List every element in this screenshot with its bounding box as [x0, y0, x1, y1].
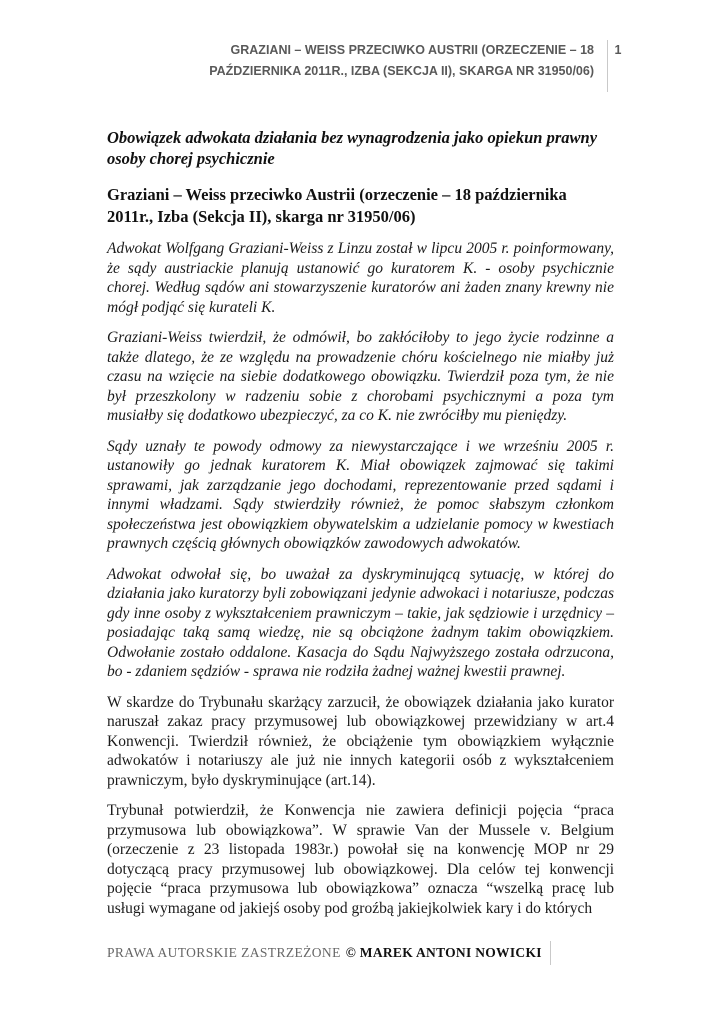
document-body	[107, 127, 614, 929]
document-title: Obowiązek adwokata działania bez wynagrodzenia jako opiekun prawny osoby chorej psychicznie	[107, 128, 598, 168]
page-header	[107, 40, 628, 92]
case-heading: Graziani – Weiss przeciwko Austrii (orzeczenie – 18 października 2011r., Izba (Sekcja II), skarga nr 31950/06)	[107, 185, 567, 226]
copyright-author: © MAREK ANTONI NOWICKI	[345, 945, 542, 960]
paragraph-1: Adwokat Wolfgang Graziani-Weiss z Linzu został w lipcu 2005 r. poinformowany, że sądy austriackie planują ustanowić go kuratorem K. - osoby psychicznie chorej. Według sądów ani stowarzyszenie kuratorów ani żaden znany krewny nie mógł podjąć się kurateli K.	[107, 240, 614, 316]
paragraph-2: Graziani-Weiss twierdził, że odmówił, bo zakłóciłoby to jego życie rodzinne a także dlatego, że ze względu na prowadzenie chóru kościelnego nie miałby już czasu na wzięcie na siebie dodatkowego obowiązku. Twierdził poza tym, że nie był przeszkolony w radzeniu sobie z chorobami psychicznymi a poza tym musiałby się dodatkowo ubezpieczyć, za co K. nie zwróciłby mu pieniędzy.	[107, 329, 614, 424]
paragraph-3: Sądy uznały te powody odmowy za niewystarczające i we wrześniu 2005 r. ustanowiły go jednak kuratorem K. Miał obowiązek zajmować się takimi sprawami, jak zarządzanie jego dochodami, reprezentowanie przed sądami i innymi władzami. Sądy stwierdziły również, że pomoc słabszym członkom społeczeństwa jest obowiązkiem obywatelskim a udzielanie pomocy w kwestiach prawnych częścią głównych obowiązków zawodowych adwokatów.	[107, 437, 614, 552]
page-number: 1	[614, 43, 622, 57]
paragraph-5: W skardze do Trybunału skarżący zarzucił, że obowiązek działania jako kurator naruszał zakaz pracy przymusowej lub obowiązkowej przewidziany w art.4 Konwencji. Twierdził również, że obciążenie tym obowiązkiem wyłącznie adwokatów i notariuszy ale już nie innych kategorii osób z wykształceniem prawniczym, było dyskryminujące (art.14).	[107, 693, 614, 789]
paragraphs-container	[107, 239, 614, 918]
footer-divider	[550, 941, 551, 965]
paragraph-6: Trybunał potwierdził, że Konwencja nie zawiera definicji pojęcia “praca przymusowa lub obowiązkowa”. W sprawie Van der Mussele v. Belgium (orzeczenie z 23 listopada 1983r.) powołał się na konwencję MOP nr 29 dotyczącą pracy przymusowej lub obowiązkowej. Dla celów tej konwencji pojęcie “praca przymusowa lub obowiązkowa” oznacza “wszelką pracę lub usługi wymagane od jakiejś osoby pod groźbą jakiejkolwiek kary i do których	[107, 802, 614, 917]
copyright-notice: PRAWA AUTORSKIE ZASTRZEŻONE	[107, 945, 341, 960]
paragraph-4: Adwokat odwołał się, bo uważał za dyskryminującą sytuację, w której do działania jako kuratorzy byli zobowiązani jedynie adwokaci i notariusze, podczas gdy inne osoby z wykształceniem prawniczym – takie, jak sędziowie i urzędnicy – posiadając taką samą wiedzę, nie są obciążone żadnym takim obowiązkiem. Odwołanie zostało oddalone. Kasacja do Sądu Najwyższego została odrzucona, bo - zdaniem sędziów - sprawa nie rodziła żadnej ważnej kwestii prawnej.	[107, 565, 614, 680]
page-footer	[107, 941, 551, 965]
running-header-title: GRAZIANI – WEISS PRZECIWKO AUSTRII (ORZECZENIE – 18 PAŹDZIERNIKA 2011R., IZBA (SEKCJA II), SKARGA NR 31950/06)	[209, 43, 594, 78]
